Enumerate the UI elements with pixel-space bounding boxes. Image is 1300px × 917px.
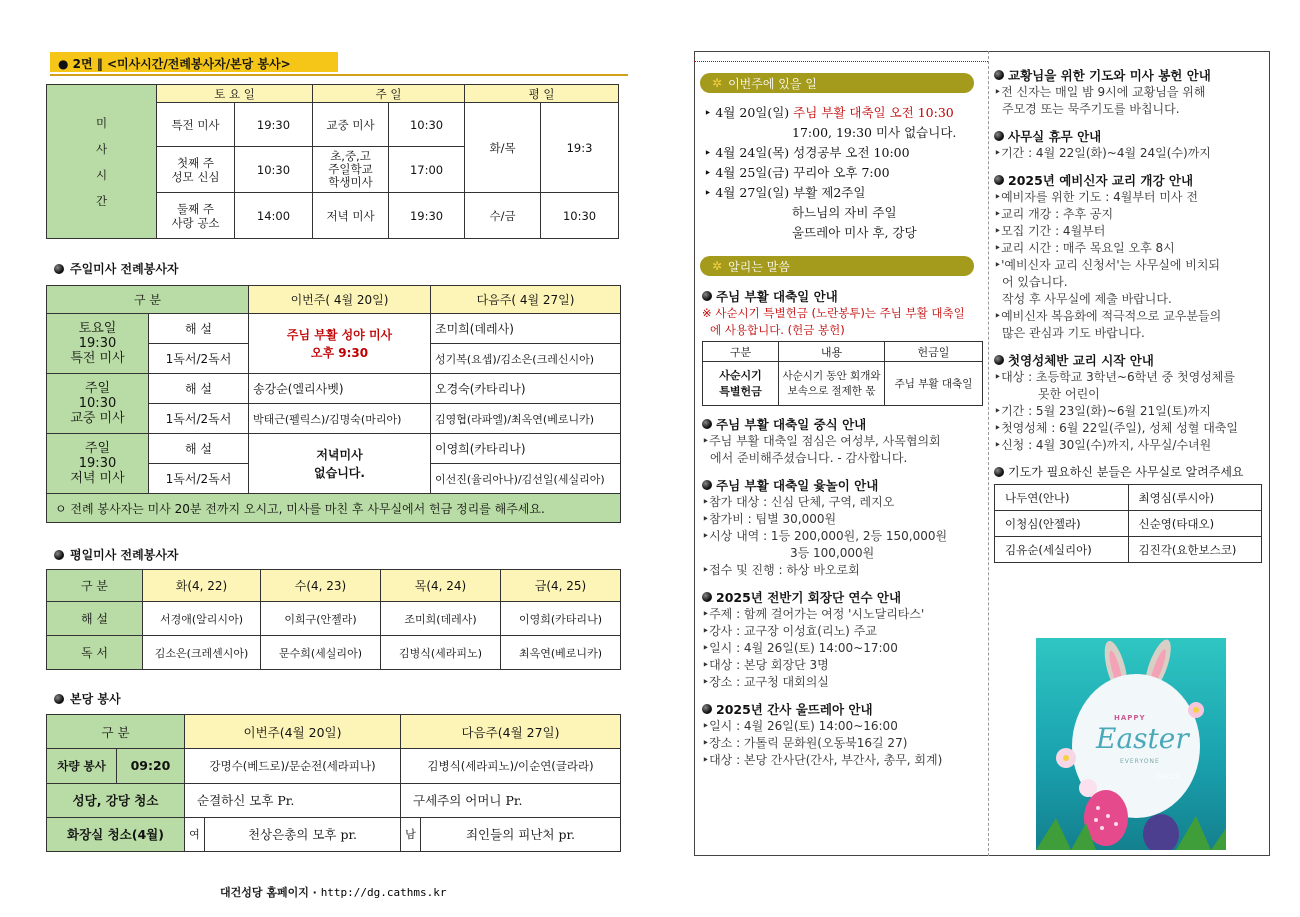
bullet-icon	[54, 550, 64, 560]
mass-time-table	[46, 84, 619, 239]
notice-line: ‣대상 : 본당 간사단(간사, 부간사, 총무, 회계)	[702, 753, 943, 767]
bullet-icon	[702, 419, 712, 429]
notice-line: ‣참가 대상 : 신심 단체, 구역, 레지오	[702, 495, 895, 509]
cell: 10:30	[541, 193, 619, 239]
cell: 조미희(데레사)	[431, 314, 621, 344]
role: 해 설	[47, 602, 143, 636]
notice-line: ‣시상 내역 : 1등 200,000원, 2등 150,000원	[702, 529, 948, 543]
notice-line: 어 있습니다.	[1002, 275, 1068, 289]
notice-line: ‣예비자를 위한 기도 : 4월부터 미사 전	[994, 190, 1198, 204]
notice-line: ‣첫영성체 : 6월 22일(주일), 성체 성혈 대축일	[994, 421, 1238, 435]
cell: 교중 미사	[313, 103, 389, 147]
sunday-server-table	[46, 285, 621, 523]
stock-watermark: iStock	[1156, 772, 1181, 781]
cell: 초,중,고 주일학교 학생미사	[313, 147, 389, 193]
mass-label-char: 미	[95, 115, 108, 130]
cell: 김진각(요한보스코)	[1128, 537, 1262, 563]
cell: 천상은총의 모후 pr.	[205, 817, 401, 851]
role: 해 설	[149, 374, 249, 404]
cell: 이선진(율리아나)/김선일(세실리아)	[431, 464, 621, 494]
role: 차량 봉사	[47, 749, 117, 783]
notice-line: 에서 준비해주셨습니다. - 감사합니다.	[710, 451, 908, 465]
this-week-pill: ✲ 이번주에 있을 일	[700, 73, 974, 93]
header-saturday: 토 요 일	[157, 85, 313, 103]
cell: 특전 미사	[157, 103, 235, 147]
notice-line: ‣교리 개강 : 추후 공지	[994, 207, 1114, 221]
notice-line: ‣장소 : 가톨릭 문화원(오동북16길 27)	[702, 736, 908, 750]
prayer-table	[994, 484, 1262, 563]
notice-pill: ✲ 알리는 말씀	[700, 256, 974, 276]
notice-line: ‣장소 : 교구청 대회의실	[702, 675, 829, 689]
cell: 남	[401, 817, 421, 851]
role: 1독서/2독서	[149, 344, 249, 374]
footer: 대건성당 홈페이지 · http://dg.cathms.kr	[220, 886, 447, 899]
group-label: 주일 10:30 교중 미사	[47, 374, 149, 434]
mass-label-char: 시	[95, 167, 108, 182]
notice-line: 3등 100,000원	[790, 546, 875, 560]
offering-table	[702, 341, 983, 406]
cell: 19:30	[235, 103, 313, 147]
easter-top-text: HAPPY	[1114, 714, 1146, 722]
cell: 성기복(요셉)/김소은(크레신시아)	[431, 344, 621, 374]
role: 해 설	[149, 434, 249, 464]
bullet-icon	[702, 480, 712, 490]
bullet-icon	[54, 694, 64, 704]
cell: 최영심(루시아)	[1128, 485, 1262, 511]
notice-line: ‣일시 : 4월 26일(토) 14:00~17:00	[702, 641, 898, 655]
cell: 19:3	[541, 103, 619, 193]
cell: 박태근(펠릭스)/김명숙(마리아)	[249, 404, 431, 434]
easter-title: Easter	[1096, 722, 1189, 755]
role: 09:20	[117, 749, 185, 783]
mass-label-char: 사	[95, 141, 108, 156]
role: 독 서	[47, 636, 143, 670]
purple-egg-icon	[1143, 814, 1179, 850]
cell: 여	[185, 817, 205, 851]
cell: 김유순(세실리아)	[995, 537, 1129, 563]
header-division: 구 분	[47, 715, 185, 749]
cell: 강명수(베드로)/문순전(세라피나)	[185, 749, 401, 783]
header-sunday: 주 일	[313, 85, 465, 103]
this-week-list: ‣ 4월 20일(일) 주님 부활 대축일 오전 10:30 17:00, 19:30 미사 없습니다. ‣ 4월 24일(목) 성경공부 오전 10:00 ‣ 4월 25일(금) 꾸리아 오후 7:00 ‣ 4월 27일(일) 부활 제2주일 하느님의 자비 주일 울뜨레아 미사 후, 강당	[704, 105, 957, 240]
role: 성당, 강당 청소	[47, 783, 185, 817]
cell: 나두연(안나)	[995, 485, 1129, 511]
header-this-week: 이번주(4월 20일)	[185, 715, 401, 749]
notice-line: ‣주제 : 함께 걸어가는 여정 '시노달리타스'	[702, 607, 925, 621]
notice-line: ‣접수 및 진행 : 하상 바오로회	[702, 563, 860, 577]
notice-heading: 교황님을 위한 기도와 미사 봉헌 안내	[994, 66, 1266, 84]
bullet-icon	[54, 264, 64, 274]
cell: 주님 부활 대축일	[885, 362, 983, 406]
notice-line: ‣전 신자는 매일 밤 9시에 교황님을 위해	[994, 85, 1206, 99]
mass-label-char: 간	[95, 193, 108, 208]
th: 내용	[779, 342, 885, 362]
cell: 화/목	[465, 103, 541, 193]
cell: 순결하신 모후 Pr.	[185, 783, 401, 817]
cell: 이영희(카타리나)	[501, 602, 621, 636]
notice-line: ‣참가비 : 팀별 30,000원	[702, 512, 837, 526]
day-header: 목(4, 24)	[381, 570, 501, 602]
bullet: ‣	[704, 145, 716, 160]
notice-line: 작성 후 사무실에 제출 바랍니다.	[1002, 292, 1172, 306]
cell: 사순시기 동안 회개와 보속으로 절제한 몫	[779, 362, 885, 406]
cell: 둘째 주 사랑 공소	[157, 193, 235, 239]
sun-icon: ✲	[712, 76, 723, 90]
header-weekday: 평 일	[465, 85, 619, 103]
day-header: 화(4, 22)	[143, 570, 261, 602]
cell: 신순영(타대오)	[1128, 511, 1262, 537]
cell: 10:30	[389, 103, 465, 147]
notice-heading: 첫영성체반 교리 시작 안내	[994, 351, 1266, 369]
header-next-week: 다음주(4월 27일)	[401, 715, 621, 749]
role: 화장실 청소(4월)	[47, 817, 185, 851]
cell: 김병식(세라피노)	[381, 636, 501, 670]
notice-line: ‣예비신자 복음화에 적극적으로 교우분들의	[994, 309, 1222, 323]
section-header: ● 2면 ‖ <미사시간/전례봉사자/본당 봉사>	[50, 52, 338, 72]
parish-service-table	[46, 714, 621, 852]
server-note: ㅇ 전례 봉사자는 미사 20분 전까지 오시고, 미사를 마친 후 사무실에서 헌금 정리를 해주세요.	[47, 494, 621, 523]
cell: 문수희(세실리아)	[261, 636, 381, 670]
bullet-icon	[702, 592, 712, 602]
notice-line: ‣대상 : 초등학교 3학년~6학년 중 첫영성체를	[994, 370, 1235, 384]
notice-line: 못한 어린이	[1038, 387, 1100, 401]
column-divider	[988, 51, 989, 856]
cell: 수/금	[465, 193, 541, 239]
cell: 조미희(데레사)	[381, 602, 501, 636]
bullet-icon	[994, 131, 1004, 141]
th: 헌금일	[885, 342, 983, 362]
role: 1독서/2독서	[149, 464, 249, 494]
day-header: 수(4, 23)	[261, 570, 381, 602]
notice-line: ‣대상 : 본당 회장단 3명	[702, 658, 829, 672]
notice-red: ※ 사순시기 특별헌금 (노란봉투)는 주님 부활 대축일	[702, 306, 965, 320]
notice-line: ‣'예비신자 교리 신청서'는 사무실에 비치되	[994, 258, 1220, 272]
bullet-icon	[702, 704, 712, 714]
header-rule	[50, 74, 628, 76]
easter-image	[1036, 638, 1226, 850]
evening-none: 저녁미사 없습니다.	[249, 434, 431, 494]
role: 1독서/2독서	[149, 404, 249, 434]
cell: 오경숙(카타리나)	[431, 374, 621, 404]
notice-heading: 2025년 전반기 회장단 연수 안내	[702, 588, 984, 606]
notice-line: 주모경 또는 묵주기도를 바칩니다.	[1002, 102, 1180, 116]
cell: 저녁 미사	[313, 193, 389, 239]
notice-heading: 주님 부활 대축일 중식 안내	[702, 415, 984, 433]
right-column	[994, 66, 1266, 563]
bullet: ‣	[704, 165, 716, 180]
bullet: ‣	[704, 105, 716, 120]
bullet-icon	[994, 467, 1004, 477]
cell: 김병식(세라피노)/이순연(글라라)	[401, 749, 621, 783]
header-division: 구 분	[47, 570, 143, 602]
notice-red: 에 사용합니다. (헌금 봉헌)	[710, 323, 845, 337]
notice-heading: 2025년 간사 울뜨레아 안내	[702, 700, 984, 718]
homepage-link[interactable]: http://dg.cathms.kr	[320, 886, 447, 899]
cell: 최옥연(베로니카)	[501, 636, 621, 670]
mass-row-label	[47, 85, 157, 239]
cell: 첫째 주 성모 신심	[157, 147, 235, 193]
notice-line: ‣강사 : 교구장 이성효(리노) 주교	[702, 624, 877, 638]
cell: 김소은(크레센시아)	[143, 636, 261, 670]
bullet: ‣	[704, 185, 716, 200]
easter-sub-text: EVERYONE	[1120, 758, 1160, 765]
cell: 송강순(엘리사벳)	[249, 374, 431, 404]
cell: 이희구(안젤라)	[261, 602, 381, 636]
bullet-icon	[994, 355, 1004, 365]
notice-line: ‣모집 기간 : 4월부터	[994, 224, 1106, 238]
th: 구분	[703, 342, 779, 362]
bullet-icon	[702, 291, 712, 301]
parish-title: 본당 봉사	[54, 690, 121, 707]
cell: 서경애(알리시아)	[143, 602, 261, 636]
notice-heading: 2025년 예비신자 교리 개강 안내	[994, 171, 1266, 189]
header-division: 구 분	[47, 286, 249, 314]
sun-icon: ✲	[712, 259, 723, 273]
notice-heading: 기도가 필요하신 분들은 사무실로 알려주세요	[994, 463, 1266, 480]
cell: 17:00	[389, 147, 465, 193]
cell: 김영협(라파엘)/최옥연(베로니카)	[431, 404, 621, 434]
day-header: 금(4, 25)	[501, 570, 621, 602]
notice-column	[702, 287, 984, 769]
role: 해 설	[149, 314, 249, 344]
group-label: 토요일 19:30 특전 미사	[47, 314, 149, 374]
cell: 죄인들의 피난처 pr.	[421, 817, 621, 851]
cell: 이청심(안젤라)	[995, 511, 1129, 537]
cell: 19:30	[389, 193, 465, 239]
header-this-week: 이번주( 4월 20일)	[249, 286, 431, 314]
notice-line: ‣신청 : 4월 30일(수)까지, 사무실/수녀원	[994, 438, 1212, 452]
cell: 구세주의 어머니 Pr.	[401, 783, 621, 817]
notice-heading: 사무실 휴무 안내	[994, 127, 1266, 145]
sunday-title: 주일미사 전례봉사자	[54, 260, 179, 277]
special-mass: 주님 부활 성야 미사 오후 9:30	[249, 314, 431, 374]
bullet-icon	[994, 70, 1004, 80]
notice-heading: 주님 부활 대축일 안내	[702, 287, 984, 305]
notice-line: ‣주님 부활 대축일 점심은 여성부, 사목협의회	[702, 434, 941, 448]
notice-line: ‣교리 시간 : 매주 목요일 오후 8시	[994, 241, 1175, 255]
notice-line: 많은 관심과 기도 바랍니다.	[1002, 326, 1145, 340]
notice-line: ‣기간 : 5월 23일(화)~6월 21일(토)까지	[994, 404, 1211, 418]
cell: 10:30	[235, 147, 313, 193]
weekday-title: 평일미사 전례봉사자	[54, 546, 179, 563]
weekday-server-table	[46, 569, 621, 670]
cell: 사순시기 특별헌금	[703, 362, 779, 406]
bullet-icon	[994, 175, 1004, 185]
notice-heading: 주님 부활 대축일 윷놀이 안내	[702, 476, 984, 494]
cell: 14:00	[235, 193, 313, 239]
notice-line: ‣기간 : 4월 22일(화)~4월 24일(수)까지	[994, 146, 1211, 160]
notice-line: ‣일시 : 4월 26일(토) 14:00~16:00	[702, 719, 898, 733]
group-label: 주일 19:30 저녁 미사	[47, 434, 149, 494]
header-next-week: 다음주( 4월 27일)	[431, 286, 621, 314]
cell: 이영희(카타리나)	[431, 434, 621, 464]
top-dotted-rule	[694, 61, 988, 62]
